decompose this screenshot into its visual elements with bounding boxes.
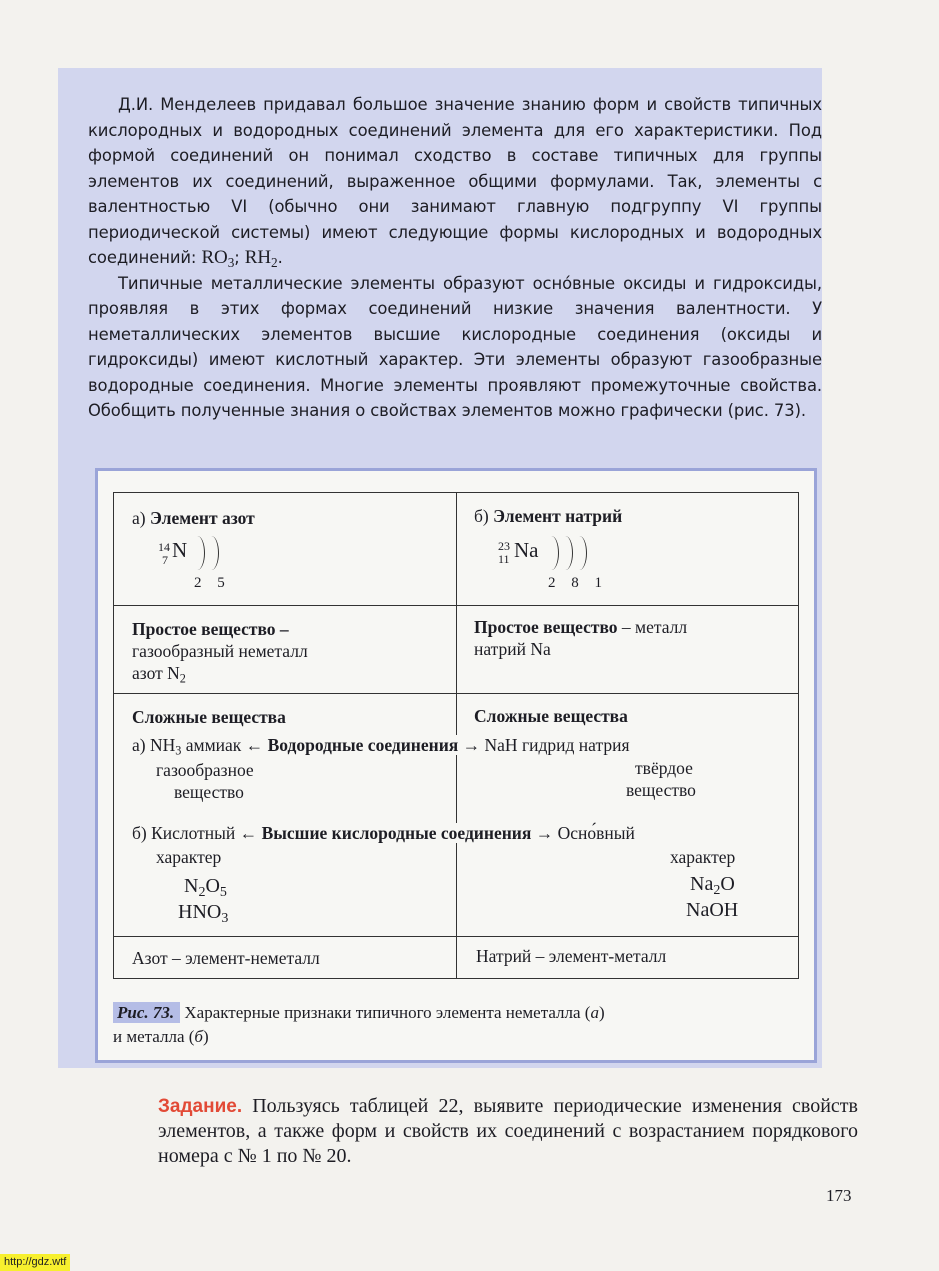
sodium-shell-3 [572, 536, 587, 570]
sodium-mass-number: 23 [498, 539, 510, 553]
ammonia-state: газообразное вещество [156, 760, 254, 802]
watermark-link[interactable]: http://gdz.wtf [0, 1254, 70, 1271]
nitrogen-mass-number: 14 [158, 540, 170, 554]
sodium-shell-1 [544, 536, 559, 570]
sodium-shell-2 [558, 536, 573, 570]
page-number: 173 [826, 1186, 852, 1205]
nitrogen-shell-2 [204, 536, 219, 570]
sodium-conclusion: Натрий – элемент-металл [476, 946, 667, 966]
sodium-atomic-number: 11 [498, 552, 510, 566]
intro-paragraph-2: Типичные металлические элементы образуют осно́вные оксиды и гидроксиды, проявляя в этих формах соединений низкие значения валентности. У неметаллических элементов высшие кислородные соединения (оксиды и гидроксиды) имеют кислотный характер. Эти элементы образуют газообразные водородные соединения. Многие элементы проявляют промежуточные свойства. Обобщить полученные знания о свойствах элементов можно графически (рис. 73). [88, 273, 822, 420]
sodium-electrons: 2 8 1 [548, 575, 608, 591]
nitrogen-electrons: 2 5 [194, 575, 231, 591]
nitrogen-shell-1 [190, 536, 205, 570]
table-divider-vertical [456, 493, 457, 938]
sodium-heading: б) Элемент натрий [474, 506, 623, 526]
nitrogen-simple-substance: Простое вещество – газообразный неметалл азот $N_2$ [132, 619, 308, 686]
task-text: Задание. Пользуясь таблицей 22, выявите периодические изменения свойств элементов, а также форм и свойств их соединений с возрастанием порядкового номера с № 1 по № 20. [158, 1095, 858, 1167]
intro-text [88, 92, 822, 424]
nitrogen-atomic-number: 7 [162, 553, 168, 567]
hydrogen-compounds-row: а) $NH_3$ аммиак ← Водородные соединения → NaH гидрид натрия [132, 735, 630, 758]
task-label: Задание. [158, 1096, 243, 1117]
nitrogen-heading: а) Элемент азот [132, 508, 255, 528]
table-divider-1 [114, 605, 798, 606]
formula-ro3: $RO_3$ [201, 247, 235, 270]
nitrogen-oxides: $N_2O_5$ $HNO_3$ [178, 875, 229, 927]
figure-table [113, 492, 799, 979]
acidic-character: характер [156, 847, 222, 867]
table-divider-2 [114, 693, 798, 694]
figure-caption: Рис. 73. Характерные признаки типичного элемента неметалла (а) и металла (б) [113, 1003, 605, 1046]
oxygen-compounds-row: б) Кислотный ← Высшие кислородные соединения → Осно́вный [132, 823, 635, 843]
intro-paragraph-1: Д.И. Менделеев придавал большое значение знанию форм и свойств типичных кислородных и водородных соединений элемента для его характеристики. Под формой соединений он понимал сходство в составе типичных для группы элементов их соединений, выраженное общими формулами. Так, элементы с валентностью VI (обычно они занимают главную подгруппу VI группы периодической системы) имеют следующие формы кислородных и водородных соединений: $RO_3$; $RH_2$. [88, 95, 822, 270]
figure-label: Рис. 73. [113, 1002, 180, 1023]
complex-label-left: Сложные вещества [132, 707, 286, 727]
nitrogen-symbol: N [172, 538, 188, 562]
formula-rh2: $RH_2$ [244, 247, 278, 270]
sodium-simple-substance: Простое вещество – металл натрий Na [474, 617, 688, 659]
sodium-oxides: $Na_2O$ NaOH [686, 873, 739, 921]
complex-label-right: Сложные вещества [474, 706, 628, 726]
table-divider-3 [114, 936, 798, 937]
basic-character: характер [670, 847, 736, 867]
hydride-state: твёрдое вещество [626, 758, 696, 800]
sodium-symbol: Na [514, 538, 539, 562]
table-divider-vertical-bottom [456, 938, 457, 978]
nitrogen-conclusion: Азот – элемент-неметалл [132, 948, 320, 968]
